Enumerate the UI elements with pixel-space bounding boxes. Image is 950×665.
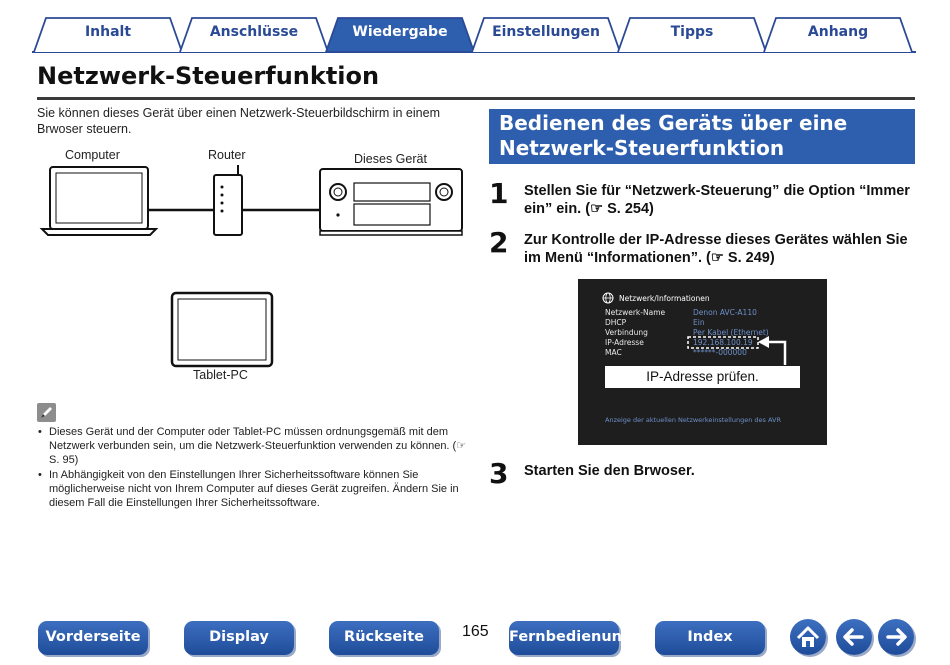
ip-check-callout: IP-Adresse prüfen. (605, 366, 800, 388)
front-panel-button[interactable]: Vorderseite (38, 621, 148, 655)
step-number: 1 (489, 177, 509, 210)
info-value: Ein (693, 318, 705, 327)
pointing-hand-icon: ☞ (710, 250, 724, 266)
intro-text: Sie können dieses Gerät über einen Netzwerk-Steuerbildschirm in einem Brwoser steuern. (37, 106, 440, 136)
previous-page-button[interactable] (836, 619, 872, 655)
pencil-note-icon (37, 403, 56, 422)
router-icon (214, 165, 242, 235)
top-tab-bar (32, 16, 916, 54)
info-key: Netzwerk-Name (605, 308, 666, 317)
page-reference-link[interactable]: S. 254) (607, 201, 654, 217)
page-number: 165 (462, 623, 489, 640)
step-number: 3 (489, 457, 509, 490)
info-value: ******-000000 (693, 348, 747, 357)
screen-title: Netzwerk/Informationen (619, 294, 710, 303)
display-button[interactable]: Display (184, 621, 294, 655)
home-button[interactable] (790, 619, 826, 655)
tab-wiedergabe[interactable]: Wiedergabe (352, 24, 448, 40)
title-divider (37, 97, 915, 100)
device-label: Dieses Gerät (354, 152, 427, 166)
network-diagram (30, 145, 470, 390)
step-text: Stellen Sie für “Netzwerk-Steuerung” die Option “Immer ein” ein. (☞ S. 254) (524, 183, 910, 217)
page-reference-link[interactable]: S. 95) (49, 454, 79, 466)
info-value-ip: 192.168.100.19 (693, 338, 753, 347)
info-value: Denon AVC-A110 (693, 308, 757, 317)
page-reference-link[interactable]: S. 249) (727, 250, 775, 266)
tab-tipps[interactable]: Tipps (670, 24, 714, 40)
next-page-button[interactable] (878, 619, 914, 655)
note-item: • Dieses Gerät und der Computer oder Tablet-PC müssen ordnungsgemäß mit dem Netzwerk verbunden sein, um die Netzwerk-Steuerfunktion verwenden zu können. (☞ S. 95) (37, 425, 467, 467)
screen-footer: Anzeige der aktuellen Netzwerkeinstellungen des AVR (605, 416, 781, 424)
pointing-hand-icon: ☞ (590, 201, 604, 217)
tab-anhang[interactable]: Anhang (807, 24, 869, 40)
step-text: Zur Kontrolle der IP-Adresse dieses Gerätes wählen Sie im Menü “Informationen”. (☞ S. 249) (524, 232, 908, 266)
step-3 (489, 457, 915, 492)
tab-anschluesse[interactable]: Anschlüsse (209, 24, 299, 40)
step-number: 2 (489, 226, 509, 259)
step-text: Starten Sie den Brwoser. (524, 463, 695, 479)
page-title: Netzwerk-Steuerfunktion (37, 62, 380, 90)
info-key: DHCP (605, 318, 627, 327)
home-icon (790, 619, 826, 655)
arrow-right-icon (878, 619, 914, 655)
laptop-icon (42, 167, 156, 235)
info-key: IP-Adresse (605, 338, 644, 347)
pointing-hand-icon: ☞ (456, 440, 467, 452)
arrow-left-icon (836, 619, 872, 655)
network-info-screen (578, 279, 827, 445)
tab-inhalt[interactable]: Inhalt (84, 24, 132, 40)
tab-einstellungen[interactable]: Einstellungen (492, 24, 600, 40)
rear-panel-button[interactable]: Rückseite (329, 621, 439, 655)
router-label: Router (208, 148, 246, 162)
info-key: Verbindung (605, 328, 648, 337)
tablet-label: Tablet-PC (193, 368, 248, 382)
info-key: MAC (605, 348, 622, 357)
step-1 (489, 177, 915, 220)
notes-list (37, 425, 467, 511)
section-header: Bedienen des Geräts über eine Netzwerk-Steuerfunktion (489, 109, 915, 164)
info-value: Per Kabel (Ethernet) (693, 328, 769, 337)
remote-control-button[interactable]: Fernbedienung (509, 621, 619, 655)
step-2 (489, 226, 915, 269)
diagram-drawing (30, 145, 470, 375)
computer-label: Computer (65, 148, 120, 162)
tablet-icon (172, 293, 272, 366)
av-receiver-icon (320, 169, 462, 235)
note-item: • In Abhängigkeit von den Einstellungen Ihrer Sicherheitssoftware können Sie möglicherweise nicht von Ihrem Computer auf dieses Gerät zugreifen. Ändern Sie in diesem Fall die Einstellungen Ihrer Sicherheitssoftware. (37, 468, 467, 510)
index-button[interactable]: Index (655, 621, 765, 655)
